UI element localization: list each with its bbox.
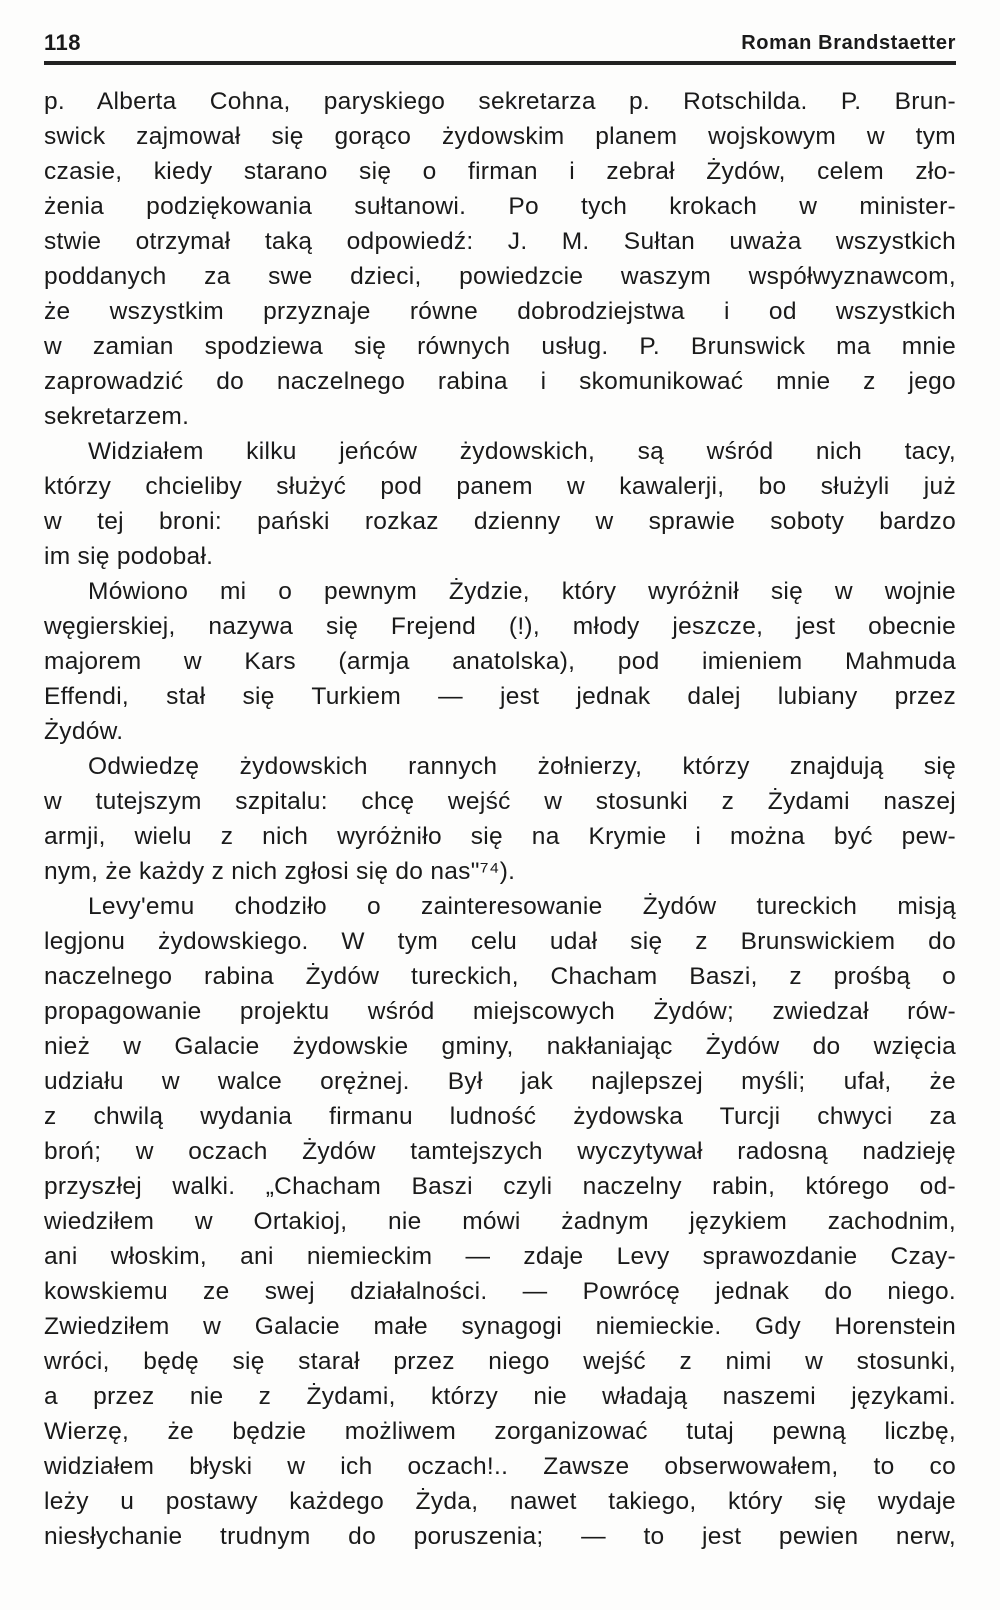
text-line: Widziałem kilku jeńców żydowskich, są wśród nich tacy,: [88, 438, 956, 465]
text-line: niesłychanie trudnym do poruszenia; — to jest pewien nerw,: [44, 1523, 956, 1550]
text-line: nym, że każdy z nich zgłosi się do nas"⁷⁴).: [44, 858, 516, 885]
text-line: sekretarzem.: [44, 403, 190, 430]
text-line: kowskiemu ze swej działalności. — Powrócę jednak do niego.: [44, 1278, 956, 1305]
text-line: p. Alberta Cohna, paryskiego sekretarza p. Rotschilda. P. Brun-: [44, 88, 956, 115]
text-line: Odwiedzę żydowskich rannych żołnierzy, którzy znajdują się: [88, 753, 956, 780]
text-line: nież w Galacie żydowskie gminy, nakłaniając Żydów do wzięcia: [44, 1033, 956, 1060]
page-number: 118: [44, 30, 81, 55]
text-line: w tej broni: pański rozkaz dzienny w sprawie soboty bardzo: [44, 508, 956, 535]
text-line: stwie otrzymał taką odpowiedź: J. M. Sułtan uważa wszystkich: [44, 228, 956, 255]
text-line: propagowanie projektu wśród miejscowych Żydów; zwiedzał rów-: [44, 998, 956, 1025]
text-line: Wierzę, że będzie możliwem zorganizować tutaj pewną liczbę,: [44, 1418, 956, 1445]
text-line: żenia podziękowania sułtanowi. Po tych krokach w minister-: [44, 193, 956, 220]
text-line: armji, wielu z nich wyróżniło się na Krymie i można być pew-: [44, 823, 956, 850]
body-text: [44, 84, 956, 1554]
text-line: swick zajmował się gorąco żydowskim planem wojskowym w tym: [44, 123, 956, 150]
text-line: im się podobał.: [44, 543, 214, 570]
text-line: przyszłej walki. „Chacham Baszi czyli naczelny rabin, którego od-: [44, 1173, 956, 1200]
text-line: leży u postawy każdego Żyda, nawet takiego, który się wydaje: [44, 1488, 956, 1515]
text-line: węgierskiej, nazywa się Frejend (!), młody jeszcze, jest obecnie: [44, 613, 956, 640]
text-line: wróci, będę się starał przez niego wejść z nimi w stosunki,: [44, 1348, 956, 1375]
text-line: poddanych za swe dzieci, powiedzcie waszym współwyznawcom,: [44, 263, 956, 290]
text-line: Żydów.: [44, 718, 124, 745]
running-head-author: Roman Brandstaetter: [741, 32, 956, 54]
text-line: Zwiedziłem w Galacie małe synagogi niemieckie. Gdy Horenstein: [44, 1313, 956, 1340]
text-line: ani włoskim, ani niemieckim — zdaje Levy sprawozdanie Czay-: [44, 1243, 956, 1270]
page-header: [44, 26, 956, 60]
text-line: zaprowadzić do naczelnego rabina i skomunikować mnie z jego: [44, 368, 956, 395]
text-line: Effendi, stał się Turkiem — jest jednak dalej lubiany przez: [44, 683, 956, 710]
text-line: naczelnego rabina Żydów tureckich, Chacham Baszi, z prośbą o: [44, 963, 956, 990]
text-line: Levy'emu chodziło o zainteresowanie Żydów tureckich misją: [88, 893, 956, 920]
text-line: w zamian spodziewa się równych usług. P. Brunswick ma mnie: [44, 333, 956, 360]
text-line: a przez nie z Żydami, którzy nie władają naszemi językami.: [44, 1383, 956, 1410]
text-line: że wszystkim przyznaje równe dobrodziejstwa i od wszystkich: [44, 298, 956, 325]
text-line: z chwilą wydania firmanu ludność żydowska Turcji chwyci za: [44, 1103, 956, 1130]
text-line: broń; w oczach Żydów tamtejszych wyczytywał radosną nadzieję: [44, 1138, 956, 1165]
text-line: Mówiono mi o pewnym Żydzie, który wyróżnił się w wojnie: [88, 578, 956, 605]
text-line: udziału w walce orężnej. Był jak najlepszej myśli; ufał, że: [44, 1068, 956, 1095]
text-line: wiedziłem w Ortakioj, nie mówi żadnym językiem zachodnim,: [44, 1208, 956, 1235]
text-line: w tutejszym szpitalu: chcę wejść w stosunki z Żydami naszej: [44, 788, 956, 815]
text-line: majorem w Kars (armja anatolska), pod imieniem Mahmuda: [44, 648, 956, 675]
text-line: legjonu żydowskiego. W tym celu udał się z Brunswickiem do: [44, 928, 956, 955]
header-rule: [44, 61, 956, 65]
text-line: którzy chcieliby służyć pod panem w kawalerji, bo służyli już: [44, 473, 956, 500]
text-line: widziałem błyski w ich oczach!.. Zawsze obserwowałem, to co: [44, 1453, 956, 1480]
text-line: czasie, kiedy starano się o firman i zebrał Żydów, celem zło-: [44, 158, 956, 185]
